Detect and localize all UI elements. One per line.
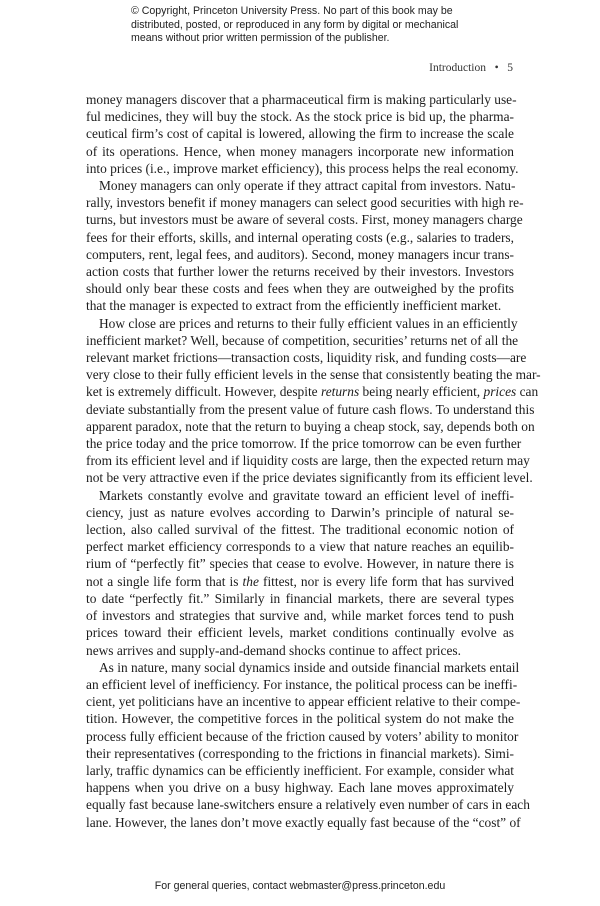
text-line: not a single life form that is the fittest, nor is every life form that has survived xyxy=(86,573,514,589)
text-line: turns, but investors must be aware of several costs. First, money managers charge xyxy=(86,212,523,228)
text-line: fees for their efforts, skills, and internal operating costs (e.g., salaries to traders, xyxy=(86,229,514,245)
text-line: larly, traffic dynamics can be efficiently inefficient. For example, consider what xyxy=(86,762,514,778)
paragraph xyxy=(86,315,541,487)
footer-contact: For general queries, contact webmaster@press.princeton.edu xyxy=(154,880,446,892)
text-line: Markets constantly evolve and gravitate toward an efficient level of ineffi- xyxy=(99,487,514,503)
text-line: not be very attractive even if the price deviates significantly from its efficient level. xyxy=(86,470,533,486)
text-line: equally fast because lane-switchers ensure a relatively even number of cars in each xyxy=(86,797,530,813)
text-line: cient, yet politicians have an incentive to appear efficient relative to their compe- xyxy=(86,694,521,710)
text-line: prices toward their efficient levels, market conditions continually evolve as xyxy=(86,625,514,641)
text-line: of its operations. Hence, when money managers incorporate new information xyxy=(86,143,514,159)
text-line: into prices (i.e., improve market efficiency), this process helps the real economy. xyxy=(86,160,519,176)
text-line: ket is extremely difficult. However, despite returns being nearly efficient, prices can xyxy=(86,384,539,400)
text-line: ciency, just as nature evolves according to Darwin’s principle of natural se- xyxy=(86,504,514,520)
text-line: deviate substantially from the present value of future cash flows. To understand this xyxy=(86,401,535,417)
text-line: lection, also called survival of the fittest. The traditional economic notion of xyxy=(86,522,514,538)
text-line: inefficient market? Well, because of competition, securities’ returns net of all the xyxy=(86,332,519,348)
paragraph xyxy=(86,177,524,315)
text-line: their representatives (corresponding to the frictions in financial markets). Simi- xyxy=(86,745,514,761)
text-line: apparent paradox, note that the return to buying a cheap stock, say, depends both on xyxy=(86,418,535,434)
running-head: Introduction • 5 xyxy=(429,62,513,74)
text-line: action costs that further lower the returns received by their investors. Investors xyxy=(86,264,514,280)
text-line: tition. However, the competitive forces in the political system do not make the xyxy=(86,711,514,727)
text-line: relevant market frictions—transaction costs, liquidity risk, and funding costs—are xyxy=(86,350,527,366)
text-line: that the manager is expected to extract from the efficiently inefficient market. xyxy=(86,298,502,314)
text-line: very close to their fully efficient levels in the sense that consistently beating the mar- xyxy=(86,367,541,383)
text-line: to date “perfectly fit.” Similarly in financial markets, there are several types xyxy=(86,590,514,606)
paragraph xyxy=(86,487,514,659)
copyright-notice: © Copyright, Princeton University Press. No part of this book may be distributed, posted, or reproduced in any form by digital or mechanical means without prior written permission of the publisher. xyxy=(131,5,459,45)
paragraph xyxy=(86,91,519,177)
text-line: process fully efficient because of the friction caused by voters’ ability to monitor xyxy=(86,728,519,744)
text-line: rally, investors benefit if money managers can select good securities with high re- xyxy=(86,195,524,211)
text-line: news arrives and supply-and-demand shocks continue to affect prices. xyxy=(86,642,461,658)
text-line: perfect market efficiency corresponds to a view that nature reaches an equilib- xyxy=(86,539,514,555)
text-line: Money managers can only operate if they attract capital from investors. Natu- xyxy=(99,178,516,194)
text-line: the price today and the price tomorrow. If the price tomorrow can be even further xyxy=(86,436,522,452)
body-text xyxy=(86,91,541,831)
text-line: from its efficient level and if liquidity costs are large, then the expected return may xyxy=(86,453,530,469)
paragraph xyxy=(86,659,530,831)
text-line: How close are prices and returns to their fully efficient values in an efficiently xyxy=(99,315,518,331)
text-line: lane. However, the lanes don’t move exactly equally fast because of the “cost” of xyxy=(86,814,521,830)
text-line: As in nature, many social dynamics inside and outside financial markets entail xyxy=(99,659,520,675)
text-line: rium of “perfectly fit” species that cease to evolve. However, in nature there is xyxy=(86,556,514,572)
text-line: money managers discover that a pharmaceutical firm is making particularly use- xyxy=(86,92,517,107)
text-line: happens when you drive on a busy highway. Each lane moves approximately xyxy=(86,780,514,796)
text-line: ceutical firm’s cost of capital is lowered, allowing the firm to increase the scale xyxy=(86,126,514,142)
text-line: ful medicines, they will buy the stock. As the stock price is bid up, the pharma- xyxy=(86,109,514,125)
text-line: of investors and strategies that survive and, while market forces tend to push xyxy=(86,608,514,624)
text-line: computers, rent, legal fees, and auditors). Second, money managers incur trans- xyxy=(86,246,514,262)
text-line: an efficient level of inefficiency. For instance, the political process can be ineffi- xyxy=(86,676,518,692)
text-line: should only bear these costs and fees when they are outweighed by the profits xyxy=(86,281,514,297)
